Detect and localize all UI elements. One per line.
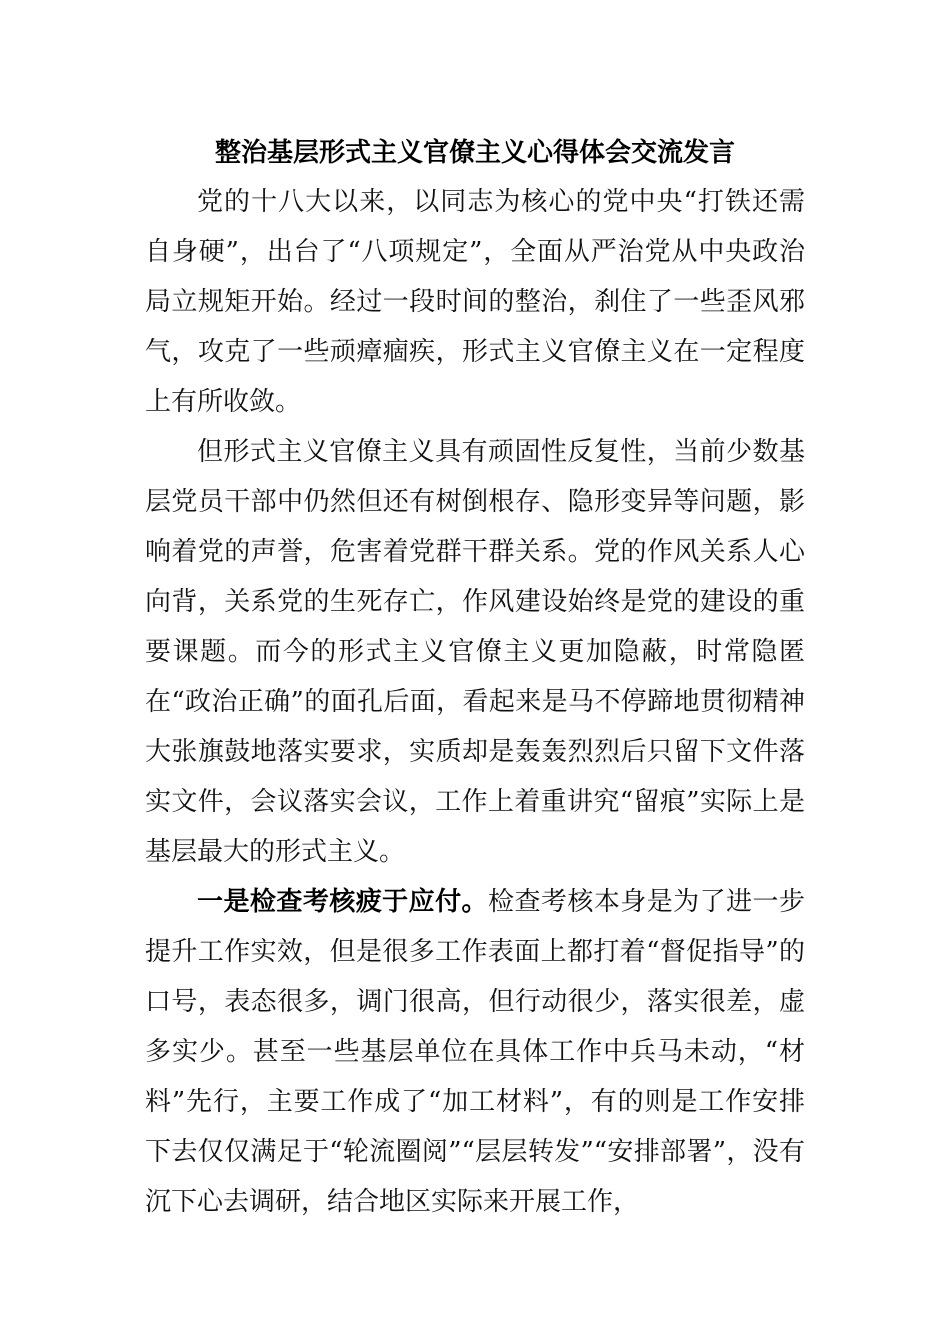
- paragraph-text: 检查考核本身是为了进一步提升工作实效，但是很多工作表面上都打着“督促指导”的口号，表态很多，调门很高，但行动很少，落实很差，虚多实少。甚至一些基层单位在具体工作中兵马未动，“材料”先行，主要工作成了“加工材料”，有的则是工作安排下去仅仅满足于“轮流圈阅”“层层转发”“安排部署”，没有沉下心去调研，结合地区实际来开展工作，: [145, 887, 805, 1217]
- paragraph-text: 党的十八大以来，以同志为核心的党中央“打铁还需自身硬”，出台了“八项规定”，全面从严治党从中央政治局立规矩开始。经过一段时间的整治，刹住了一些歪风邪气，攻克了一些顽瘴痼疾，形式主义官僚主义在一定程度上有所收敛。: [145, 187, 805, 417]
- paragraph: [145, 427, 805, 877]
- paragraph: [145, 877, 805, 1227]
- paragraph-lead: 一是检查考核疲于应付。: [197, 887, 488, 917]
- document-title: 整治基层形式主义官僚主义心得体会交流发言: [214, 138, 735, 168]
- paragraph-text: 但形式主义官僚主义具有顽固性反复性，当前少数基层党员干部中仍然但还有树倒根存、隐形变异等问题，影响着党的声誉，危害着党群干群关系。党的作风关系人心向背，关系党的生死存亡，作风建设始终是党的建设的重要课题。而今的形式主义官僚主义更加隐蔽，时常隐匿在“政治正确”的面孔后面，看起来是马不停蹄地贯彻精神大张旗鼓地落实要求，实质却是轰轰烈烈后只留下文件落实文件，会议落实会议，工作上着重讲究“留痕”实际上是基层最大的形式主义。: [145, 437, 805, 867]
- paragraph: [145, 177, 805, 427]
- document-body: [145, 177, 805, 1227]
